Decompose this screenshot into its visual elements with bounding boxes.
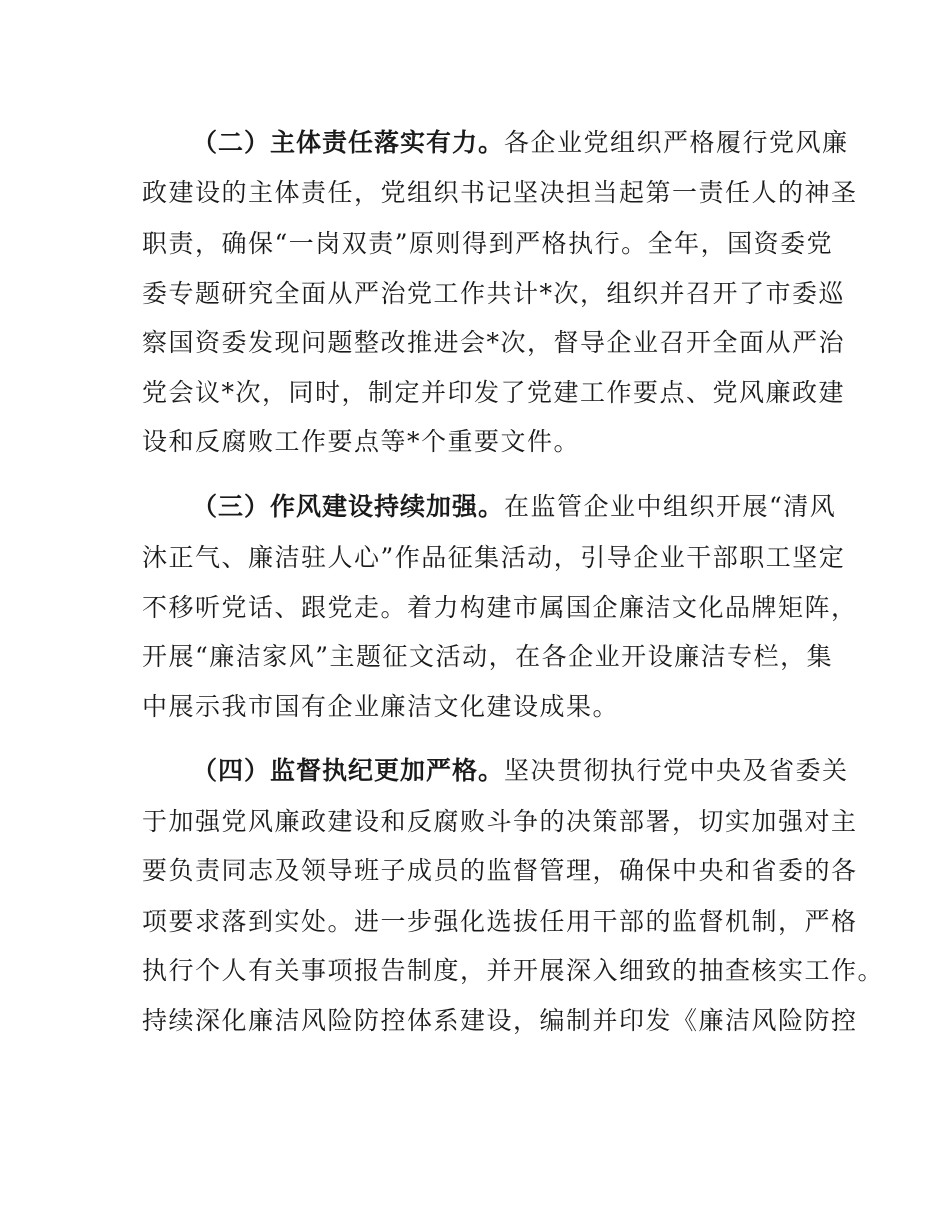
- paragraph-line: 要负责同志及领导班子成员的监督管理，确保中央和省委的各: [142, 856, 858, 885]
- paragraph-line: 政建设的主体责任，党组织书记坚决担当起第一责任人的神圣: [142, 178, 858, 207]
- paragraph-line: 于加强党风廉政建设和反腐败斗争的决策部署，切实加强对主: [142, 807, 858, 836]
- paragraph-line: 察国资委发现问题整改推进会*次，督导企业召开全面从严治: [142, 328, 846, 357]
- paragraph-text: 各企业党组织严格履行党风廉: [504, 128, 849, 157]
- paragraph-line: [192, 755, 849, 787]
- paragraph-line: 执行个人有关事项报告制度，并开展深入细致的抽查核实工作。: [142, 956, 885, 985]
- paragraph-line: 委专题研究全面从严治党工作共计*次，组织并召开了市委巡: [142, 279, 846, 308]
- paragraph-line: 不移听党话、跟党走。着力构建市属国企廉洁文化品牌矩阵，: [142, 593, 858, 622]
- paragraph-text: 在监管企业中组织开展“清风: [504, 492, 837, 521]
- paragraph-line: 党会议*次，同时，制定并印发了党建工作要点、党风廉政建: [142, 378, 846, 407]
- paragraph-line: 项要求落到实处。进一步强化选拔任用干部的监督机制，严格: [142, 907, 858, 936]
- section-heading: （三）作风建设持续加强。: [192, 492, 505, 521]
- paragraph-text: 坚决贯彻执行党中央及省委关: [504, 756, 849, 785]
- paragraph-line: 持续深化廉洁风险防控体系建设，编制并印发《廉洁风险防控: [142, 1006, 858, 1035]
- section-heading: （四）监督执纪更加严格。: [192, 756, 505, 785]
- paragraph-line: [192, 491, 836, 523]
- section-heading: （二）主体责任落实有力。: [192, 128, 505, 157]
- paragraph-line: 沐正气、廉洁驻人心”作品征集活动，引导企业干部职工坚定: [142, 543, 846, 572]
- paragraph-line: [192, 127, 849, 159]
- paragraph-line: 中展示我市国有企业廉洁文化建设成果。: [142, 692, 620, 721]
- paragraph-line: 职责，确保“一岗双责”原则得到严格执行。全年，国资委党: [142, 229, 834, 258]
- paragraph-line: 开展“廉洁家风”主题征文活动，在各企业开设廉洁专栏，集: [142, 642, 834, 671]
- paragraph-line: 设和反腐败工作要点等*个重要文件。: [142, 427, 581, 456]
